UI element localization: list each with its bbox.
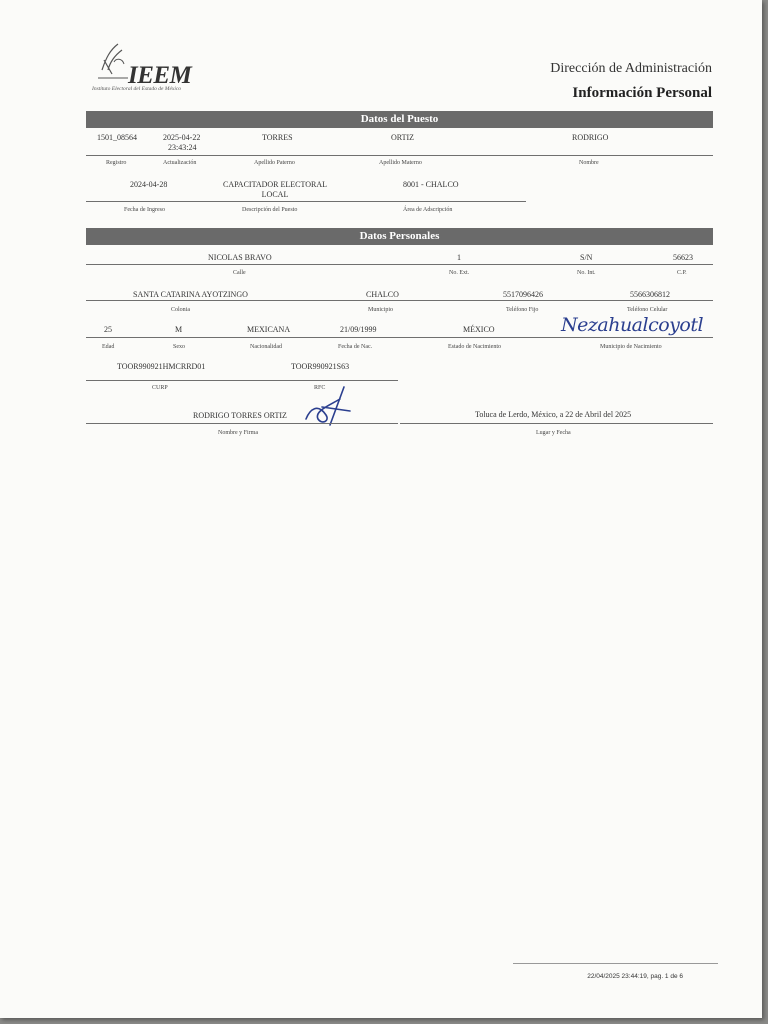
cp-label: C.P. — [677, 270, 687, 276]
row-divider — [86, 380, 398, 381]
actualizacion-date: 2025-04-22 — [163, 133, 201, 142]
calle-label: Calle — [233, 270, 246, 276]
no-int-value: S/N — [580, 253, 593, 262]
curp-label: CURP — [152, 385, 168, 391]
nombre-value: RODRIGO — [572, 133, 609, 142]
ieem-logo-subtitle: Instituto Electoral del Estado de México — [92, 86, 182, 92]
cp-value: 56623 — [673, 253, 693, 262]
nacionalidad-value: MEXICANA — [247, 325, 291, 334]
nombre-firma-label: Nombre y Firma — [218, 430, 258, 436]
municipio-nacimiento-label: Municipio de Nacimiento — [600, 344, 662, 350]
registro-label: Registro — [106, 160, 127, 166]
descripcion-puesto-value-2: LOCAL — [261, 190, 289, 199]
fecha-ingreso-value: 2024-04-28 — [130, 180, 168, 189]
rfc-label: RFC — [314, 385, 326, 391]
row-divider — [86, 264, 713, 265]
signature-line — [86, 423, 398, 424]
page-title: Información Personal — [572, 85, 712, 101]
row-divider — [86, 300, 713, 301]
fecha-nac-label: Fecha de Nac. — [338, 344, 373, 350]
rfc-value: TOOR990921S63 — [291, 362, 350, 371]
telefono-celular-value: 5566306812 — [630, 290, 670, 299]
estado-nacimiento-value: MÉXICO — [463, 325, 495, 334]
apellido-paterno-label: Apellido Paterno — [254, 160, 295, 166]
nacionalidad-label: Nacionalidad — [250, 344, 282, 350]
actualizacion-time: 23:43:24 — [168, 143, 197, 152]
footer-divider — [513, 963, 718, 964]
apellido-paterno-value: TORRES — [262, 133, 293, 142]
fecha-ingreso-label: Fecha de Ingreso — [124, 207, 165, 213]
registro-value: 1501_08564 — [97, 133, 137, 142]
estado-nacimiento-label: Estado de Nacimiento — [448, 344, 501, 350]
telefono-fijo-value: 5517096426 — [503, 290, 543, 299]
municipio-value: CHALCO — [366, 290, 399, 299]
sexo-label: Sexo — [173, 344, 185, 350]
row-divider — [86, 155, 713, 156]
area-adscripcion-label: Área de Adscripción — [403, 207, 453, 213]
telefono-celular-label: Teléfono Celular — [627, 307, 668, 313]
section-bar-personales: Datos Personales — [86, 228, 713, 245]
descripcion-puesto-label: Descripción del Puesto — [242, 207, 298, 213]
descripcion-puesto-value-1: CAPACITADOR ELECTORAL — [222, 180, 328, 189]
fecha-nac-value: 21/09/1999 — [340, 325, 377, 334]
curp-value: TOOR990921HMCRRD01 — [117, 362, 206, 371]
lugar-fecha-value: Toluca de Lerdo, México, a 22 de Abril del 2025 — [475, 410, 632, 419]
lugar-fecha-label: Lugar y Fecha — [536, 430, 571, 436]
section-bar-puesto: Datos del Puesto — [86, 111, 713, 128]
place-date-line — [400, 423, 713, 424]
no-ext-value: 1 — [457, 253, 461, 262]
telefono-fijo-label: Teléfono Fijo — [506, 307, 539, 313]
colonia-label: Colonia — [171, 307, 190, 313]
row-divider — [86, 201, 526, 202]
colonia-value: SANTA CATARINA AYOTZINGO — [133, 290, 248, 299]
department-heading: Dirección de Administración — [550, 61, 712, 76]
ieem-logo-text: IEEM — [128, 62, 192, 89]
row-divider — [86, 337, 713, 338]
area-adscripcion-value: 8001 - CHALCO — [403, 180, 459, 189]
no-int-label: No. Int. — [577, 270, 596, 276]
apellido-materno-label: Apellido Materno — [379, 160, 422, 166]
edad-value: 25 — [104, 325, 112, 334]
nombre-label: Nombre — [579, 160, 599, 166]
footer-timestamp: 22/04/2025 23:44:19, pag. 1 de 6 — [587, 973, 683, 980]
edad-label: Edad — [102, 344, 115, 350]
actualizacion-label: Actualización — [163, 160, 197, 166]
calle-value: NICOLAS BRAVO — [208, 253, 272, 262]
municipio-label: Municipio — [368, 307, 393, 313]
no-ext-label: No. Ext. — [449, 270, 470, 276]
nombre-firma-value: RODRIGO TORRES ORTIZ — [193, 411, 287, 420]
sexo-value: M — [175, 325, 183, 334]
apellido-materno-value: ORTIZ — [391, 133, 415, 142]
municipio-nacimiento-handwritten: Nezahualcoyotl — [561, 314, 704, 336]
